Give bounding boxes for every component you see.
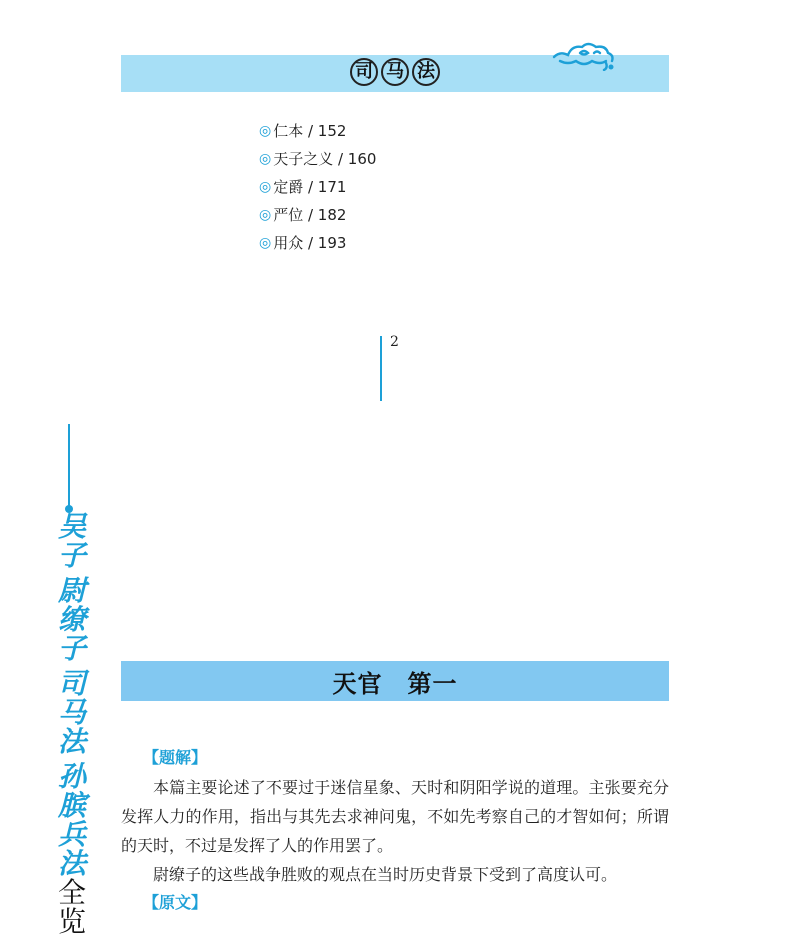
circle-bullet-icon: ◎: [259, 179, 272, 195]
section-body: [121, 773, 669, 889]
contents-list: [259, 117, 376, 257]
toc-entry: 定爵 / 171: [273, 178, 347, 196]
circle-bullet-icon: ◎: [259, 151, 272, 167]
list-item[interactable]: [259, 117, 376, 145]
cloud-ornament-icon: [550, 39, 616, 71]
side-title-part: 尉缭子: [57, 574, 86, 665]
chapter-header: [121, 661, 669, 701]
toc-entry: 天子之义 / 160: [273, 150, 377, 168]
list-item[interactable]: [259, 173, 376, 201]
list-item[interactable]: [259, 145, 376, 173]
side-rule: [68, 424, 70, 508]
side-title-part: 司马法: [57, 667, 86, 758]
circle-bullet-icon: ◎: [259, 123, 272, 139]
list-item[interactable]: [259, 229, 376, 257]
section-label: 【题解】: [143, 748, 208, 767]
circle-bullet-icon: ◎: [259, 235, 272, 251]
list-item[interactable]: [259, 201, 376, 229]
toc-entry: 仁本 / 152: [273, 122, 347, 140]
next-section-label: 【原文】: [143, 893, 208, 912]
side-title-part: 全览: [57, 876, 86, 938]
toc-entry: 用众 / 193: [273, 234, 347, 252]
page-divider: [380, 336, 382, 401]
page-number: 2: [390, 334, 399, 350]
side-title-part: 吴子: [57, 510, 86, 572]
side-book-title: [56, 512, 88, 936]
chapter-title: 天官 第一: [332, 668, 458, 698]
title-char: 马: [381, 58, 409, 86]
circle-bullet-icon: ◎: [259, 207, 272, 223]
paragraph: 本篇主要论述了不要过于迷信星象、天时和阴阳学说的道理。主张要充分发挥人力的作用，指出与其先去求神问鬼，不如先考察自己的才智如何；所谓的天时，不过是发挥了人的作用罢了。: [121, 778, 669, 855]
paragraph: 尉缭子的这些战争胜败的观点在当时历史背景下受到了高度认可。: [153, 865, 618, 884]
title-char: 法: [412, 58, 440, 86]
title-char: 司: [350, 58, 378, 86]
side-title-part: 孙膑兵法: [57, 760, 86, 880]
toc-entry: 严位 / 182: [273, 206, 347, 224]
